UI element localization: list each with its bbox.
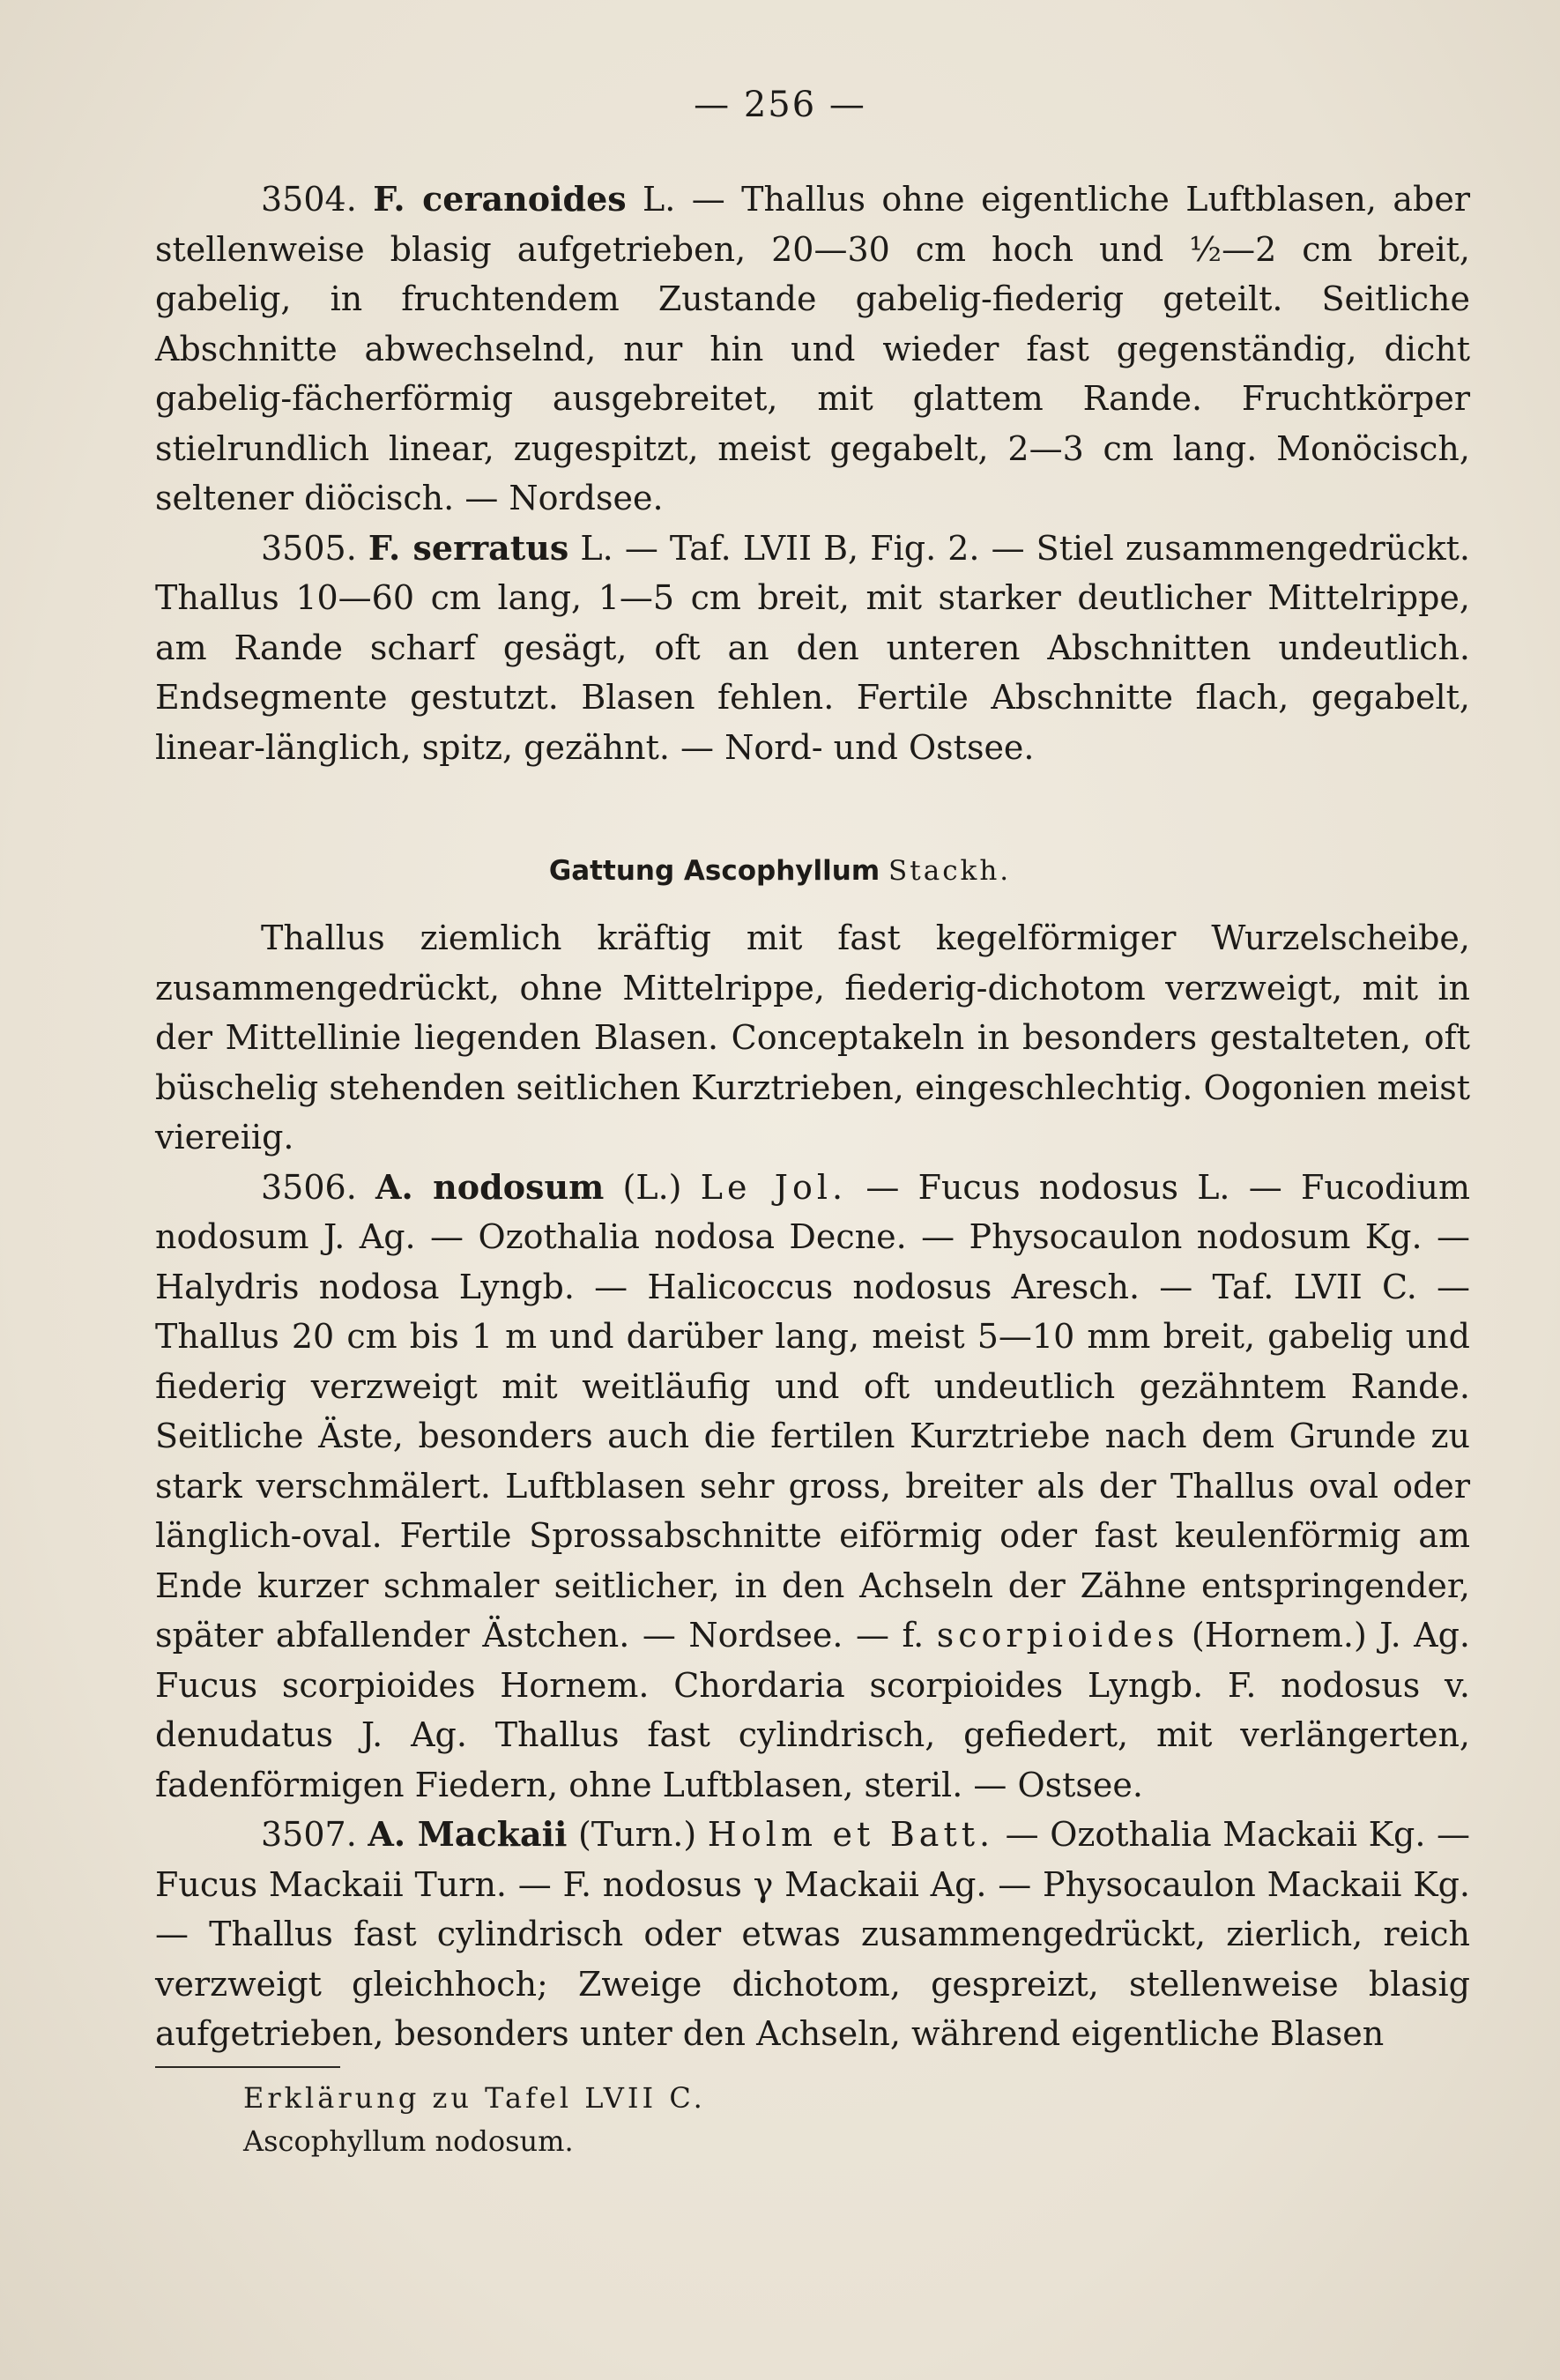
entry-text: (Turn.) (567, 1815, 708, 1854)
text-block-upper (155, 175, 1470, 772)
genus-heading (0, 855, 1560, 887)
entry-author: Le Jol. (700, 1167, 848, 1207)
entry-text: L. — Taf. LVII B, Fig. 2. — Stiel zusammengedrückt. Thallus 10—60 cm lang, 1—5 cm breit, mit starker deutlicher Mittelrippe, am Rande scharf gesägt, oft an den unteren Abschnitten undeutlich. Endsegmente gestutzt. Blasen fehlen. Fertile Abschnitte flach, gegabelt, linear-länglich, spitz, gezähnt. — Nord- und Ostsee. (155, 528, 1470, 767)
entry-number: 3504. (261, 180, 357, 219)
entry-3505 (155, 524, 1470, 773)
genus-label: Gattung Ascophyllum (548, 855, 880, 887)
page-number: — 256 — (694, 85, 866, 125)
entry-number: 3505. (261, 528, 357, 568)
entry-3507 (155, 1810, 1470, 2059)
genus-author: Stackh. (888, 855, 1012, 887)
footnote-line-2: Ascophyllum nodosum. (243, 2124, 574, 2158)
footnote-rule (155, 2066, 340, 2068)
entry-text: (Hornem.) J. Ag. Fucus scorpioides Hornem. Chordaria scorpioides Lyngb. F. nodosus v. denudatus J. Ag. Thallus fast cylindrisch, gefiedert, mit verlängerten, fadenförmigen Fiedern, ohne Luftblasen, steril. — Ostsee. (155, 1616, 1470, 1804)
species-name: F. ceranoides (373, 179, 627, 219)
entry-text: (L.) (604, 1167, 701, 1207)
entry-text: — Fucus nodosus L. — Fucodium nodosum J. Ag. — Ozothalia nodosa Decne. — Physocaulon nodosum Kg. — Halydris nodosa Lyngb. — Halicoccus nodosus Aresch. — Taf. LVII C. — Thallus 20 cm bis 1 m und darüber lang, meist 5—10 mm breit, gabelig und fiederig verzweigt mit weitläufig und oft undeutlich gezähntem Rande. Seitliche Äste, besonders auch die fertilen Kurztriebe nach dem Grunde zu stark verschmälert. Luftblasen sehr gross, breiter als der Thallus oval oder länglich-oval. Fertile Sprossabschnitte eiförmig oder fast keulenförmig am Ende kurzer schmaler seitlicher, in den Achseln der Zähne entspringender, später abfallender Ästchen. — Nordsee. — f. (155, 1167, 1470, 1655)
entry-number: 3507. (261, 1815, 357, 1854)
text-block-lower (155, 913, 1470, 2059)
footnote (243, 2077, 706, 2163)
entry-number: 3506. (261, 1167, 357, 1207)
species-name: A. nodosum (375, 1166, 605, 1207)
species-name: F. serratus (368, 527, 569, 568)
genus-description: Thallus ziemlich kräftig mit fast kegelförmiger Wurzelscheibe, zusammengedrückt, ohne Mittelrippe, fiederig-dichotom verzweigt, mit in der Mittellinie liegenden Blasen. Conceptakeln in besonders gestalteten, oft büschelig stehenden seitlichen Kurztrieben, eingeschlechtig. Oogonien meist viereiig. (155, 919, 1470, 1157)
entry-author: Holm et Batt. (707, 1815, 995, 1854)
entry-3506 (155, 1163, 1470, 1811)
entry-3504 (155, 175, 1470, 524)
footnote-line-1: Erklärung zu Tafel LVII C. (243, 2081, 706, 2115)
species-name: A. Mackaii (368, 1814, 568, 1854)
entry-text: — Ozothalia Mackaii Kg. — Fucus Mackaii Turn. — F. nodosus γ Mackaii Ag. — Physocaulon Mackaii Kg. — Thallus fast cylindrisch oder etwas zusammengedrückt, zierlich, reich verzweigt gleichhoch; Zweige dichotom, gespreizt, stellenweise blasig aufgetrieben, besonders unter den Achseln, während eigentliche Blasen (155, 1815, 1470, 2053)
form-name: scorpioides (936, 1616, 1179, 1655)
entry-text: L. — Thallus ohne eigentliche Luftblasen, aber stellenweise blasig aufgetrieben, 20—30 cm hoch und ½—2 cm breit, gabelig, in fruchtendem Zustande gabelig-fiederig geteilt. Seitliche Abschnitte abwechselnd, nur hin und wieder fast gegenständig, dicht gabelig-fächerförmig ausgebreitet, mit glattem Rande. Fruchtkörper stielrundlich linear, zugespitzt, meist gegabelt, 2—3 cm lang. Monöcisch, seltener diöcisch. — Nordsee. (155, 180, 1470, 517)
